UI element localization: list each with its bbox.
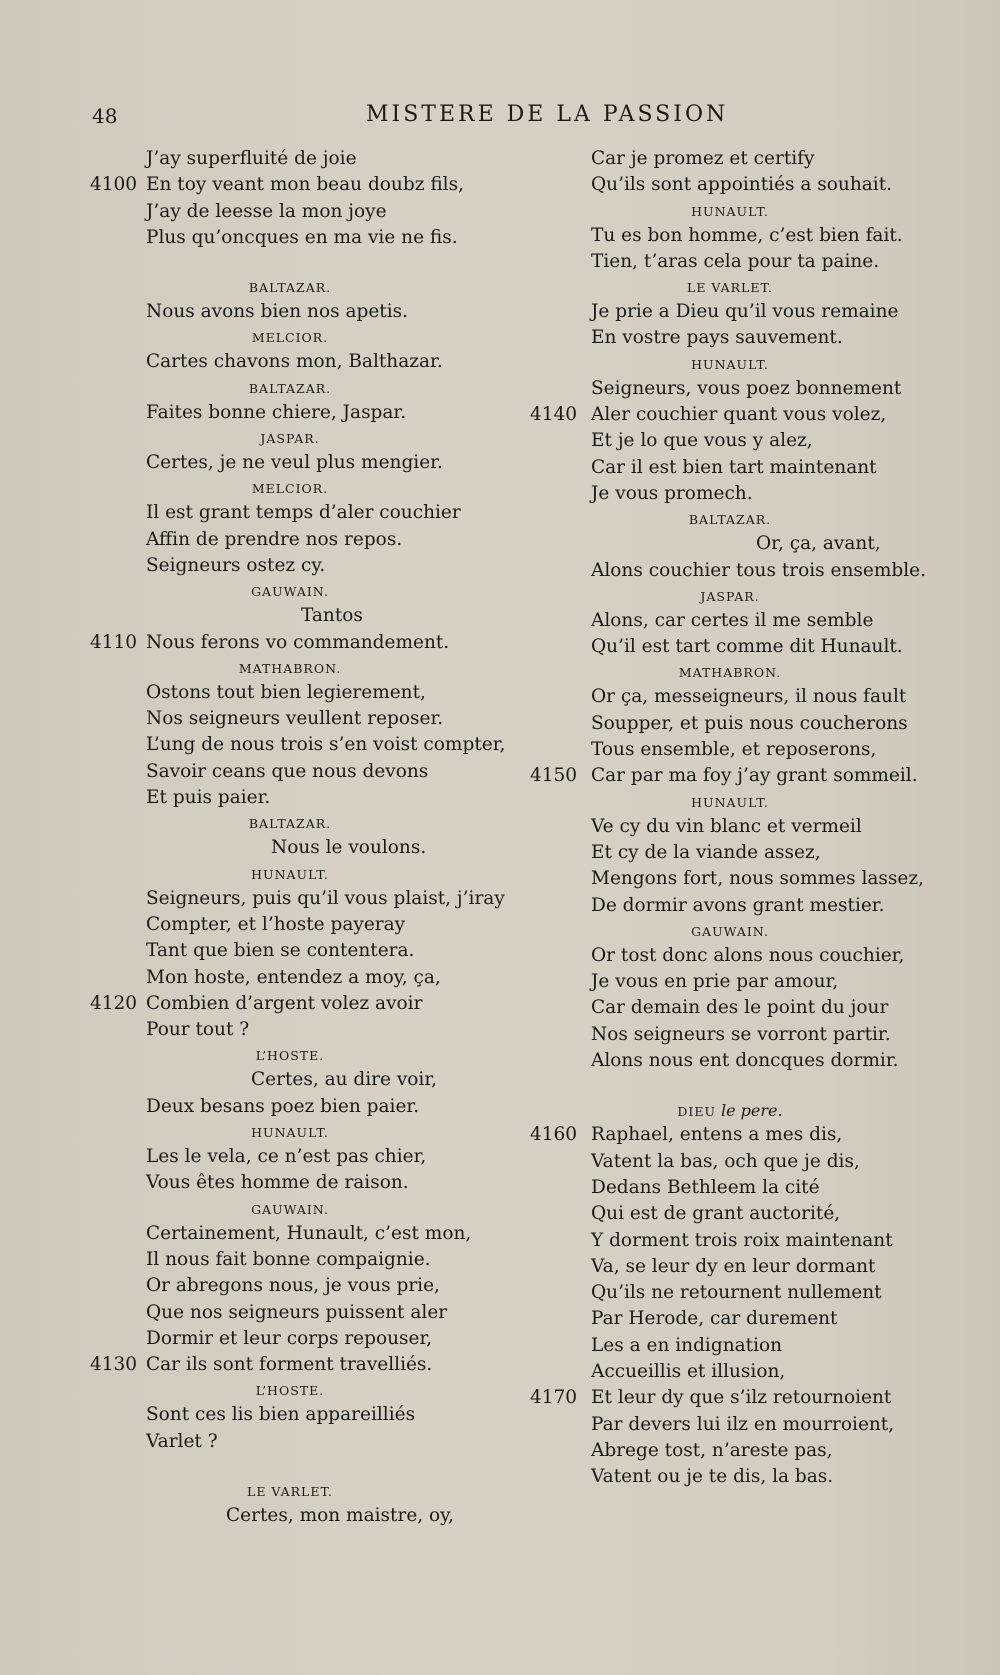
verse-line <box>90 349 490 375</box>
verse-text: Qui est de grant auctorité, <box>591 1203 841 1225</box>
speaker-name <box>530 352 930 376</box>
running-title: MISTERE DE LA PASSION <box>366 102 729 127</box>
verse-text: Mon hoste, entendez a moy, ça, <box>146 966 441 988</box>
verse-text: Vatent ou je te dis, la bas. <box>591 1466 834 1488</box>
verse-line <box>530 1306 930 1332</box>
stanza-gap <box>530 1074 930 1098</box>
line-number: 4170 <box>530 1387 578 1409</box>
speaker-name <box>90 579 490 603</box>
verse-line <box>530 455 930 481</box>
verse-line <box>530 1412 930 1438</box>
speaker-name <box>530 1098 930 1122</box>
speaker-name <box>530 919 930 943</box>
verse-line <box>530 814 930 840</box>
speaker-name <box>530 790 930 814</box>
right-column <box>530 146 930 1490</box>
verse-line <box>90 1300 490 1326</box>
verse-text: Combien d’argent volez avoir <box>146 992 423 1014</box>
speaker-label: L’HOSTE. <box>255 1383 325 1399</box>
verse-text: Tu es bon homme, c’est bien fait. <box>591 224 903 246</box>
verse-text: Tantos <box>301 605 363 627</box>
verse-line <box>530 481 930 507</box>
speaker-label: BALTAZAR. <box>248 280 332 296</box>
verse-line <box>90 991 490 1017</box>
verse-line <box>530 172 930 198</box>
verse-text: Compter, et l’hoste payeray <box>146 913 406 935</box>
verse-text: En vostre pays sauvement. <box>591 327 843 349</box>
verse-text: Certainement, Hunault, c’est mon, <box>146 1222 472 1244</box>
verse-text: Je vous en prie par amour, <box>591 971 839 993</box>
speaker-name <box>530 275 930 299</box>
verse-text: Alons nous ent doncques dormir. <box>591 1050 899 1072</box>
verse-line <box>530 995 930 1021</box>
verse-line <box>530 943 930 969</box>
verse-text: En toy veant mon beau doubz fils, <box>146 174 464 196</box>
verse-text: Tous ensemble, et reposerons, <box>591 739 877 761</box>
verse-line <box>530 146 930 172</box>
speaker-name <box>90 811 490 835</box>
verse-line <box>530 840 930 866</box>
verse-line <box>90 553 490 579</box>
verse-text: Mengons fort, nous sommes lassez, <box>591 868 924 890</box>
verse-line <box>530 1254 930 1280</box>
speaker-label: GAUWAIN. <box>691 923 769 939</box>
verse-line <box>90 965 490 991</box>
verse-text: Vous êtes homme de raison. <box>146 1172 409 1194</box>
verse-line <box>90 1170 490 1196</box>
line-number: 4100 <box>90 174 138 196</box>
verse-line <box>90 450 490 476</box>
verse-line <box>530 893 930 919</box>
verse-line <box>90 1067 490 1093</box>
verse-text: Car par ma foy j’ay grant sommeil. <box>591 765 918 787</box>
speaker-label: MELCIOR. <box>251 481 329 497</box>
speaker-name <box>530 507 930 531</box>
verse-text: Et je lo que vous y alez, <box>591 430 813 452</box>
verse-text: Y dorment trois roix maintenant <box>591 1229 893 1251</box>
line-number: 4160 <box>530 1124 578 1146</box>
verse-text: J’ay superfluité de joie <box>146 148 357 169</box>
speaker-name <box>530 584 930 608</box>
verse-text: Car je promez et certify <box>591 148 815 169</box>
verse-line <box>90 630 490 656</box>
verse-text: Certes, au dire voir, <box>251 1069 438 1091</box>
verse-text: Or tost donc alons nous couchier, <box>591 944 905 966</box>
verse-line <box>90 603 490 629</box>
verse-line <box>530 684 930 710</box>
verse-text: Les le vela, ce n’est pas chier, <box>146 1146 427 1168</box>
speaker-label: HUNAULT. <box>691 794 769 810</box>
line-number: 4110 <box>90 631 138 653</box>
verse-line <box>530 1175 930 1201</box>
verse-text: Car il est bien tart maintenant <box>591 456 877 478</box>
verse-text: Les a en indignation <box>591 1334 783 1356</box>
speaker-label: HUNAULT. <box>691 356 769 372</box>
verse-text: Nos seigneurs veullent reposer. <box>146 708 444 730</box>
verse-line <box>530 711 930 737</box>
verse-line <box>90 886 505 912</box>
verse-text: Soupper, et puis nous coucherons <box>591 712 908 734</box>
verse-text: Alons couchier tous trois ensemble. <box>591 559 926 581</box>
line-number: 4120 <box>90 992 138 1014</box>
verse-text: Car demain des le point du jour <box>591 997 889 1019</box>
verse-text: Tant que bien se contentera. <box>146 940 415 962</box>
verse-text: Ostons tout bien legierement, <box>146 681 426 703</box>
verse-text: Accueillis et illusion, <box>591 1360 786 1382</box>
verse-text: Qu’ils sont appointiés a souhait. <box>591 174 893 196</box>
verse-line <box>90 1094 490 1120</box>
verse-line <box>530 737 930 763</box>
verse-line <box>90 1503 490 1529</box>
verse-text: Va, se leur dy en leur dormant <box>591 1255 876 1277</box>
verse-text: Ve cy du vin blanc et vermeil <box>591 815 862 837</box>
speaker-label: BALTAZAR. <box>688 512 772 528</box>
verse-line <box>530 1280 930 1306</box>
verse-line <box>530 325 930 351</box>
verse-text: Nous le voulons. <box>271 837 427 859</box>
speaker-label: JASPAR. <box>700 588 760 604</box>
speaker-name <box>90 1378 490 1402</box>
verse-text: Or ça, messeigneurs, il nous fault <box>591 686 907 708</box>
verse-line <box>530 1201 930 1227</box>
speaker-label: HUNAULT. <box>691 203 769 219</box>
speaker-name <box>90 275 490 299</box>
verse-line <box>90 1429 490 1455</box>
speaker-label: GAUWAIN. <box>251 1201 329 1217</box>
speaker-label: LE VARLET. <box>687 280 773 296</box>
speaker-label: HUNAULT. <box>251 866 329 882</box>
verse-line <box>530 1048 930 1074</box>
verse-text: Deux besans poez bien paier. <box>146 1095 420 1117</box>
verse-text: J’ay de leesse la mon joye <box>146 200 387 222</box>
verse-text: Or, ça, avant, <box>756 533 881 555</box>
verse-text: Or abregons nous, je vous prie, <box>146 1275 440 1297</box>
speaker-qualifier: le pere. <box>721 1101 783 1121</box>
verse-line <box>530 1333 930 1359</box>
verse-line <box>530 249 930 275</box>
verse-text: Et puis paier. <box>146 787 271 809</box>
verse-text: Et cy de la viande assez, <box>591 841 821 863</box>
verse-text: Affin de prendre nos repos. <box>146 528 403 550</box>
verse-line <box>530 1359 930 1385</box>
speaker-label: JASPAR. <box>260 431 320 447</box>
verse-line <box>90 1326 490 1352</box>
verse-line <box>90 912 490 938</box>
verse-line <box>530 634 930 660</box>
verse-line <box>90 172 490 198</box>
verse-line <box>90 299 490 325</box>
verse-text: Seigneurs, puis qu’il vous plaist, j’iray <box>146 887 505 909</box>
verse-line <box>530 1438 930 1464</box>
speaker-name <box>90 376 490 400</box>
verse-text: Nos seigneurs se vorront partir. <box>591 1023 891 1045</box>
verse-line <box>530 299 930 325</box>
verse-line <box>90 500 490 526</box>
verse-line <box>90 146 490 172</box>
verse-line <box>530 1228 930 1254</box>
verse-line <box>530 223 930 249</box>
verse-line <box>90 1402 490 1428</box>
speaker-name <box>90 1479 490 1503</box>
verse-line <box>530 376 930 402</box>
speaker-name <box>90 1197 490 1221</box>
left-column <box>90 146 506 1529</box>
verse-text: Par Herode, car durement <box>591 1308 838 1330</box>
verse-text: Abrege tost, n’areste pas, <box>591 1439 833 1461</box>
verse-text: Pour tout ? <box>146 1019 250 1041</box>
stanza-gap <box>90 251 490 275</box>
verse-line <box>90 680 490 706</box>
speaker-label: GAUWAIN. <box>251 584 329 600</box>
speaker-label: DIEU <box>677 1104 717 1120</box>
speaker-name <box>530 199 930 223</box>
speaker-label: BALTAZAR. <box>248 816 332 832</box>
verse-text: Car ils sont forment travelliés. <box>146 1354 433 1376</box>
verse-line <box>90 1273 490 1299</box>
line-number: 4150 <box>530 765 578 787</box>
verse-text: Certes, je ne veul plus mengier. <box>146 452 443 474</box>
verse-text: Qu’il est tart comme dit Hunault. <box>591 636 903 658</box>
verse-text: Aler couchier quant vous volez, <box>591 404 887 426</box>
speaker-name <box>90 325 490 349</box>
line-number: 4140 <box>530 404 578 426</box>
speaker-name <box>530 660 930 684</box>
verse-line <box>530 1464 930 1490</box>
verse-line <box>530 969 930 995</box>
verse-line <box>90 1247 490 1273</box>
verse-text: Nous avons bien nos apetis. <box>146 301 408 323</box>
verse-line <box>530 428 930 454</box>
speaker-label: HUNAULT. <box>251 1125 329 1141</box>
speaker-label: L’HOSTE. <box>255 1048 325 1064</box>
verse-line <box>90 400 490 426</box>
line-number: 4130 <box>90 1354 138 1376</box>
verse-line <box>90 706 490 732</box>
verse-text: Certes, mon maistre, oy, <box>226 1504 455 1526</box>
speaker-label: MATHABRON. <box>238 660 342 676</box>
verse-line <box>90 225 490 251</box>
verse-text: Il est grant temps d’aler couchier <box>146 502 461 524</box>
verse-text: Il nous fait bonne compaignie. <box>146 1248 431 1270</box>
verse-text: Vatent la bas, och que je dis, <box>591 1150 860 1172</box>
speaker-label: MELCIOR. <box>251 330 329 346</box>
verse-line <box>90 759 490 785</box>
verse-line <box>90 1221 490 1247</box>
stanza-gap <box>90 1455 490 1479</box>
verse-text: Qu’ils ne retournent nullement <box>591 1282 882 1304</box>
verse-text: Alons, car certes il me semble <box>591 609 874 631</box>
verse-text: Je prie a Dieu qu’il vous remaine <box>591 301 899 323</box>
verse-line <box>530 608 930 634</box>
verse-text: Dormir et leur corps repouser, <box>146 1327 433 1349</box>
verse-line <box>530 558 930 584</box>
verse-text: Nous ferons vo commandement. <box>146 631 450 653</box>
verse-text: Tien, t’aras cela pour ta paine. <box>591 250 880 272</box>
verse-line <box>530 763 930 789</box>
verse-text: Je vous promech. <box>591 482 753 504</box>
verse-line <box>90 732 506 758</box>
verse-line <box>90 199 490 225</box>
verse-line <box>530 866 930 892</box>
speaker-name <box>90 656 490 680</box>
verse-text: Seigneurs ostez cy. <box>146 554 326 576</box>
verse-line <box>90 1352 490 1378</box>
verse-text: De dormir avons grant mestier. <box>591 894 885 916</box>
verse-text: L’ung de nous trois s’en voist compter, <box>146 734 506 756</box>
verse-text: Savoir ceans que nous devons <box>146 760 429 782</box>
verse-text: Plus qu’oncques en ma vie ne fis. <box>146 226 458 248</box>
verse-line <box>530 402 930 428</box>
speaker-label: MATHABRON. <box>678 665 782 681</box>
verse-line <box>90 835 490 861</box>
verse-text: Varlet ? <box>146 1430 218 1452</box>
speaker-name <box>90 426 490 450</box>
page-header <box>0 100 1000 134</box>
verse-line <box>90 938 490 964</box>
verse-line <box>90 1017 490 1043</box>
speaker-name <box>90 476 490 500</box>
verse-line <box>90 527 490 553</box>
verse-text: Cartes chavons mon, Balthazar. <box>146 351 443 373</box>
speaker-name <box>90 1043 490 1067</box>
speaker-label: LE VARLET. <box>247 1483 333 1499</box>
page-number: 48 <box>92 104 118 128</box>
speaker-name <box>90 1120 490 1144</box>
verse-text: Faites bonne chiere, Jaspar. <box>146 401 407 423</box>
verse-text: Par devers lui ilz en mourroient, <box>591 1413 895 1435</box>
speaker-label: BALTAZAR. <box>248 380 332 396</box>
verse-line <box>530 1122 930 1148</box>
verse-text: Raphael, entens a mes dis, <box>591 1124 843 1146</box>
verse-line <box>530 1385 930 1411</box>
verse-line <box>90 785 490 811</box>
verse-text: Sont ces lis bien appareilliés <box>146 1404 416 1426</box>
speaker-name <box>90 862 490 886</box>
verse-text: Dedans Bethleem la cité <box>591 1176 820 1198</box>
verse-line <box>530 1022 930 1048</box>
verse-line <box>90 1144 490 1170</box>
verse-text: Que nos seigneurs puissent aler <box>146 1301 448 1323</box>
verse-text: Seigneurs, vous poez bonnement <box>591 377 902 399</box>
verse-line <box>530 1149 930 1175</box>
verse-line <box>530 531 930 557</box>
verse-text: Et leur dy que s’ilz retournoient <box>591 1387 892 1409</box>
